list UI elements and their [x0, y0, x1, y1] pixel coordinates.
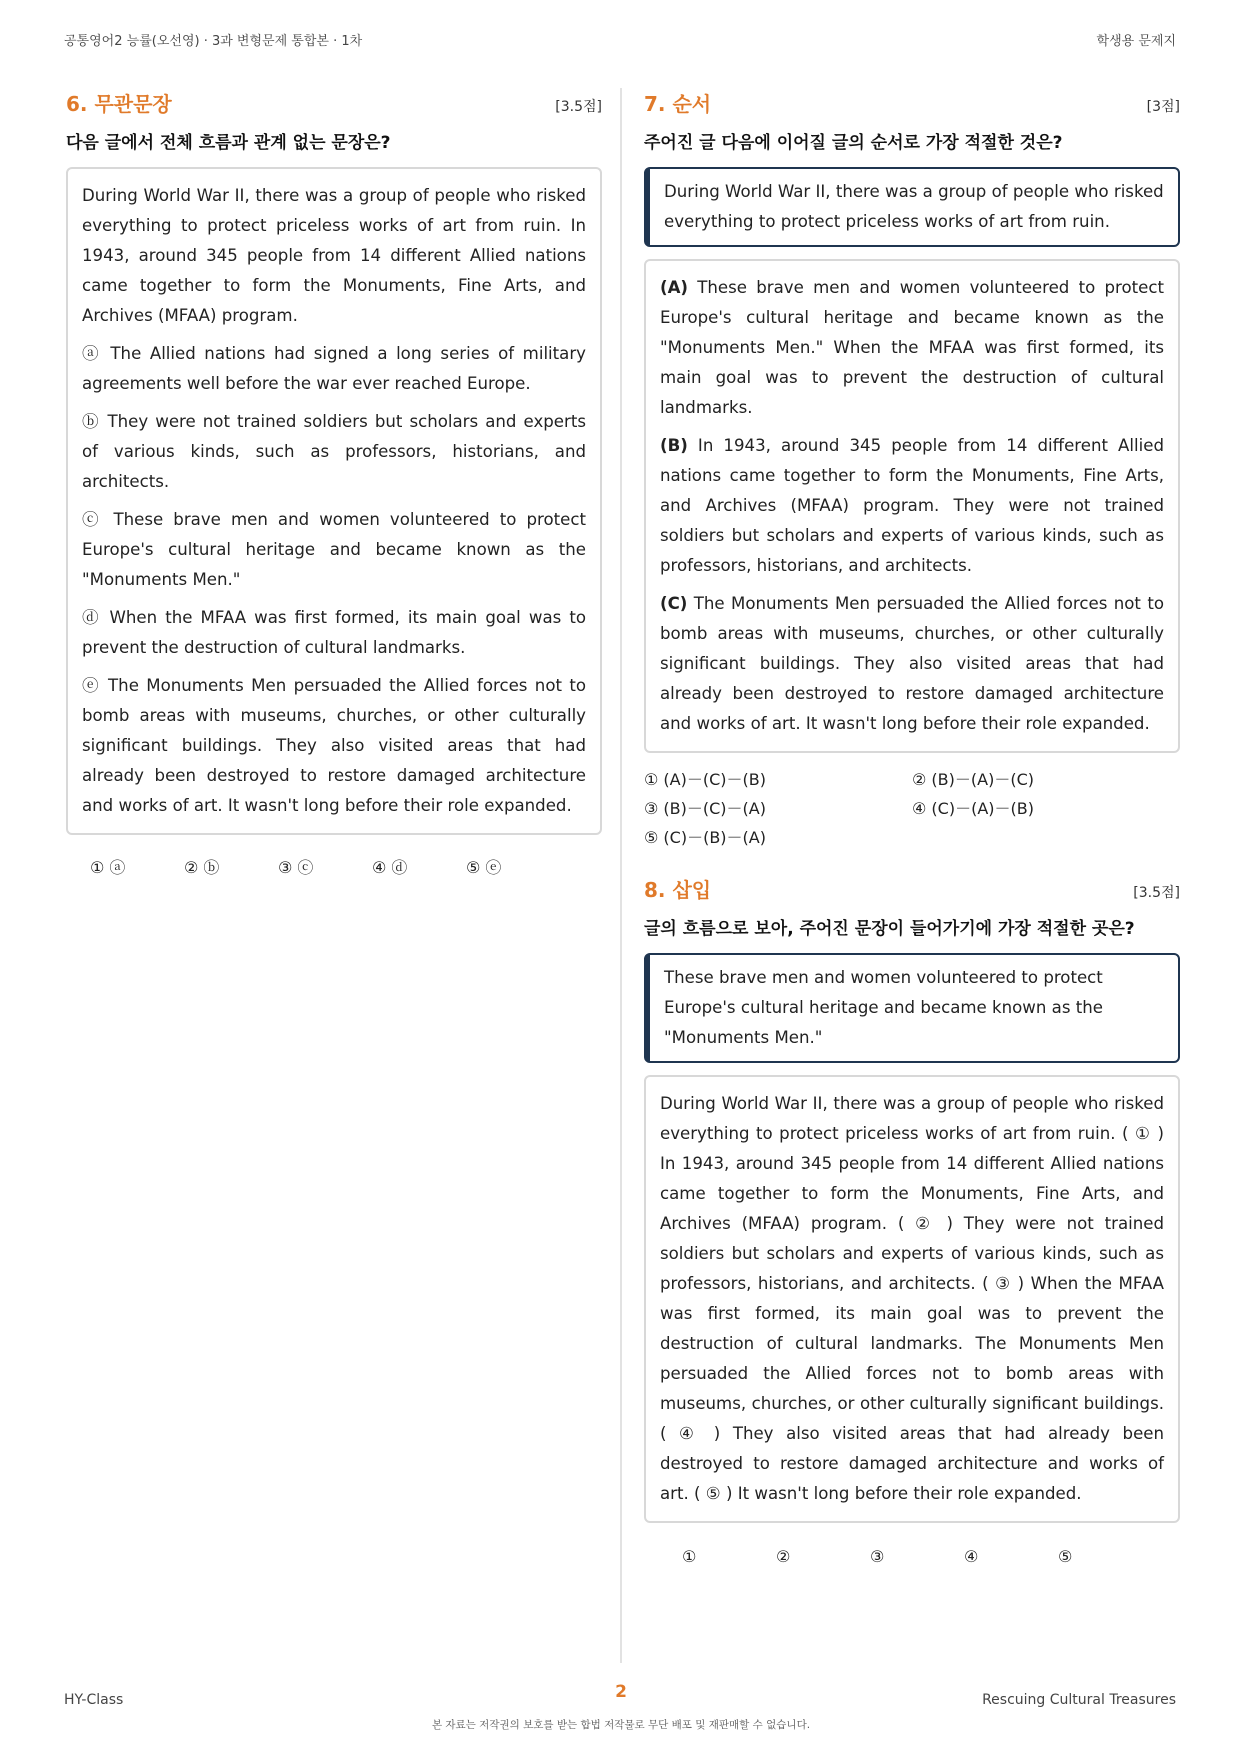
choice-3[interactable]: ③ (B)－(C)－(A): [644, 799, 766, 818]
question-7-title: 7. 순서: [644, 92, 712, 116]
header-title: 공통영어2 능률(오선영) · 3과 변형문제 통합본 · 1차: [64, 34, 363, 49]
part-a-marker: (A): [660, 278, 689, 297]
right-column: [644, 88, 1180, 1566]
question-7-choices: [644, 767, 1180, 848]
copyright-notice: 본 자료는 저작권의 보호를 받는 합법 저작물로 무단 배포 및 재판매할 수 없습니다.: [431, 1719, 811, 1731]
question-7: [644, 88, 1180, 848]
choice-4[interactable]: ④ ⓓ: [372, 858, 408, 877]
column-divider: [620, 88, 622, 1663]
choice-2[interactable]: ② ⓑ: [184, 858, 220, 877]
question-7-given-text: During World War II, there was a group of people who risked everything to protect priceless works of art from ruin.: [644, 167, 1180, 247]
passage-sentence-c: ⓒ These brave men and women volunteered to protect Europe's cultural heritage and became known as the "Monuments Men.": [82, 510, 586, 589]
choice-3[interactable]: ③ ⓒ: [278, 858, 314, 877]
part-b-text: In 1943, around 345 people from 14 different Allied nations came together to form the Monuments, Fine Arts, and Archives (MFAA) program. They were not trained soldiers but scholars and experts of various kinds, such as professors, historians, and architects.: [660, 436, 1164, 575]
choice-1[interactable]: ① (A)－(C)－(B): [644, 770, 766, 789]
question-6-passage: [66, 167, 602, 835]
choice-4[interactable]: ④: [964, 1547, 979, 1566]
question-7-header: [644, 88, 1180, 122]
passage-paragraph: During World War II, there was a group of people who risked everything to protect priceless works of art from ruin. In 1943, around 345 people from 14 different Allied nations came together to form the Monuments, Fine Arts, and Archives (MFAA) program.: [82, 186, 586, 325]
part-a: [660, 273, 1164, 423]
page-number: 2: [615, 1682, 627, 1702]
footer-brand: HY-Class: [64, 1692, 124, 1708]
question-7-points: [3점]: [1146, 99, 1180, 115]
question-8-points: [3.5점]: [1133, 885, 1180, 901]
question-6-prompt: 다음 글에서 전체 흐름과 관계 없는 문장은?: [66, 133, 391, 153]
question-7-prompt: 주어진 글 다음에 이어질 글의 순서로 가장 적절한 것은?: [644, 133, 1063, 153]
part-a-text: These brave men and women volunteered to protect Europe's cultural heritage and became known as the "Monuments Men." When the MFAA was first formed, its main goal was to prevent the destruction of cultural landmarks.: [660, 278, 1164, 417]
question-8-given-text: These brave men and women volunteered to protect Europe's cultural heritage and became known as the "Monuments Men.": [644, 953, 1180, 1063]
question-8-title: 8. 삽입: [644, 878, 712, 902]
part-c-text: The Monuments Men persuaded the Allied forces not to bomb areas with museums, churches, or other culturally significant buildings. They also visited areas that had already been destroyed to restore damaged architecture and works of art. It wasn't long before their role expanded.: [660, 594, 1164, 733]
question-6: [66, 88, 602, 878]
question-6-title: 6. 무관문장: [66, 92, 172, 116]
question-8-prompt: 글의 흐름으로 보아, 주어진 문장이 들어가기에 가장 적절한 곳은?: [644, 919, 1135, 939]
question-8-header: [644, 874, 1180, 908]
part-c: [660, 589, 1164, 739]
passage-sentence-d: ⓓ When the MFAA was first formed, its main goal was to prevent the destruction of cultural landmarks.: [82, 608, 586, 657]
choice-5[interactable]: ⑤: [1058, 1547, 1073, 1566]
passage-text: During World War II, there was a group of people who risked everything to protect priceless works of art from ruin. ( ① ) In 1943, around 345 people from 14 different Allied nations came together to form the Monuments, Fine Arts, and Archives (MFAA) program. ( ② ) They were not trained soldiers but scholars and experts of various kinds, such as professors, historians, and architects. ( ③ ) When the MFAA was first formed, its main goal was to prevent the destruction of cultural landmarks. The Monuments Men persuaded the Allied forces not to bomb areas with museums, churches, or other culturally significant buildings. ( ④ ) They also visited areas that had already been destroyed to restore damaged architecture and works of art. ( ⑤ ) It wasn't long before their role expanded.: [660, 1094, 1164, 1503]
question-6-points: [3.5점]: [555, 99, 602, 115]
passage-sentence-b: ⓑ They were not trained soldiers but scholars and experts of various kinds, such as professors, historians, and architects.: [82, 412, 586, 491]
choice-1[interactable]: ①: [682, 1547, 697, 1566]
header-doc-type: 학생용 문제지: [1096, 34, 1176, 49]
passage-sentence-a: ⓐ The Allied nations had signed a long series of military agreements well before the war ever reached Europe.: [82, 344, 586, 393]
question-6-choices: [66, 855, 602, 878]
choice-5[interactable]: ⑤ (C)－(B)－(A): [644, 828, 766, 847]
choice-2[interactable]: ②: [776, 1547, 791, 1566]
question-8-passage: [644, 1075, 1180, 1523]
question-7-passage: [644, 259, 1180, 753]
choice-2[interactable]: ② (B)－(A)－(C): [912, 770, 1034, 789]
part-c-marker: (C): [660, 594, 688, 613]
footer-unit-title: Rescuing Cultural Treasures: [982, 1692, 1176, 1708]
choice-5[interactable]: ⑤ ⓔ: [466, 858, 502, 877]
choice-1[interactable]: ① ⓐ: [90, 858, 126, 877]
question-8: [644, 874, 1180, 1566]
part-b-marker: (B): [660, 436, 688, 455]
part-b: [660, 431, 1164, 581]
choice-4[interactable]: ④ (C)－(A)－(B): [912, 799, 1034, 818]
question-8-choices: [644, 1547, 1180, 1566]
question-6-header: [66, 88, 602, 122]
passage-sentence-e: ⓔ The Monuments Men persuaded the Allied forces not to bomb areas with museums, churches, or other culturally significant buildings. They also visited areas that had already been destroyed to restore damaged architecture and works of art. It wasn't long before their role expanded.: [82, 676, 586, 815]
choice-3[interactable]: ③: [870, 1547, 885, 1566]
